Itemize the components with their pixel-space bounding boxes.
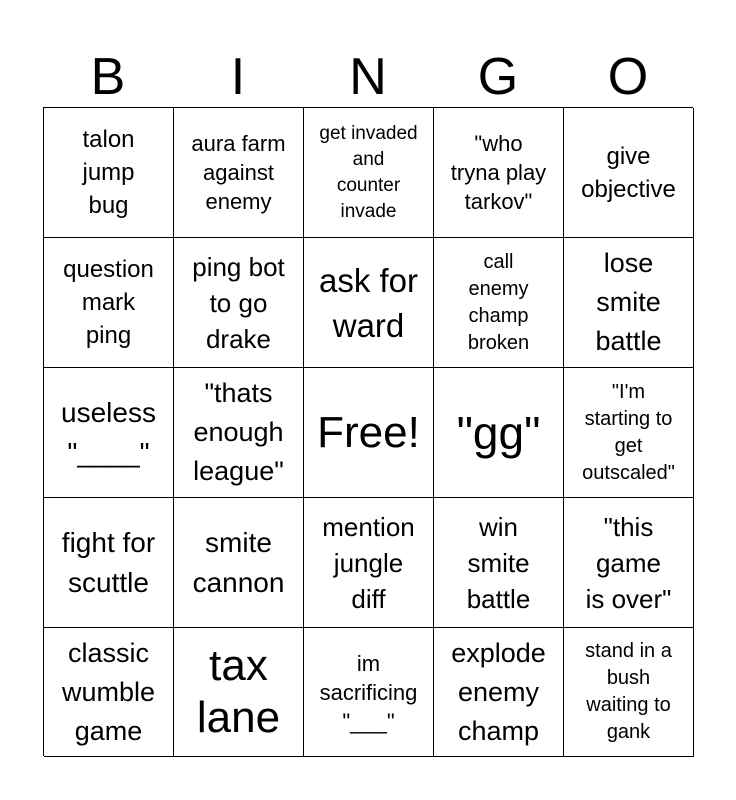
bingo-cell[interactable] [434,628,564,757]
cell-text: aura farm against enemy [191,131,286,214]
cell-text: "who tryna play tarkov" [450,131,547,214]
bingo-cell[interactable] [174,628,304,757]
free-space-cell[interactable] [304,368,434,498]
bingo-cell[interactable] [304,498,434,628]
bingo-cell[interactable] [304,238,434,368]
bingo-cell[interactable] [564,368,694,498]
header-letter-n: N [349,48,387,106]
cell-text: win smite battle [466,511,531,614]
bingo-cell[interactable] [564,628,694,757]
bingo-grid [43,107,693,756]
cell-text: ping bot to go drake [192,251,285,354]
bingo-cell[interactable] [174,498,304,628]
cell-text: explode enemy champ [451,637,546,746]
bingo-cell[interactable] [174,238,304,368]
bingo-cell[interactable] [434,108,564,238]
cell-text: call enemy champ broken [467,250,530,354]
header-letter-b: B [90,48,126,106]
bingo-cell[interactable] [174,108,304,238]
cell-text: get invaded and counter invade [319,122,418,222]
bingo-cell[interactable] [44,238,174,368]
cell-text: useless "____" [61,396,156,468]
cell-text: "I'm starting to get outscaled" [582,380,675,484]
bingo-cell[interactable] [564,498,694,628]
bingo-cell[interactable] [44,498,174,628]
free-space-text: Free! [317,407,420,457]
cell-text: give objective [581,142,676,203]
bingo-cell[interactable] [44,368,174,498]
cell-text: im sacrificing "___" [319,650,418,734]
header-letter-i: I [230,48,246,106]
bingo-cell[interactable] [44,108,174,238]
bingo-cell[interactable] [434,498,564,628]
cell-text: "this game is over" [585,511,672,614]
cell-text: smite cannon [192,526,285,598]
bingo-cell[interactable] [434,238,564,368]
cell-text: talon jump bug [82,126,135,219]
header-letter-g: G [477,48,519,106]
cell-text: "thats enough league" [193,378,284,486]
bingo-cell[interactable] [434,368,564,498]
bingo-cell[interactable] [304,628,434,757]
cell-text: question mark ping [63,256,154,349]
bingo-cell[interactable] [174,368,304,498]
cell-text: tax lane [196,641,281,742]
header-letter-o: O [607,48,649,106]
bingo-cell[interactable] [564,108,694,238]
cell-text: ask for ward [318,261,419,344]
cell-text: fight for scuttle [61,526,156,598]
cell-text: lose smite battle [595,248,662,356]
bingo-cell[interactable] [44,628,174,757]
bingo-cell[interactable] [564,238,694,368]
cell-text: mention jungle diff [322,511,415,614]
bingo-header [43,46,693,108]
cell-text: classic wumble game [61,637,156,746]
cell-text: "gg" [456,406,541,459]
bingo-cell[interactable] [304,108,434,238]
cell-text: stand in a bush waiting to gank [585,640,672,743]
